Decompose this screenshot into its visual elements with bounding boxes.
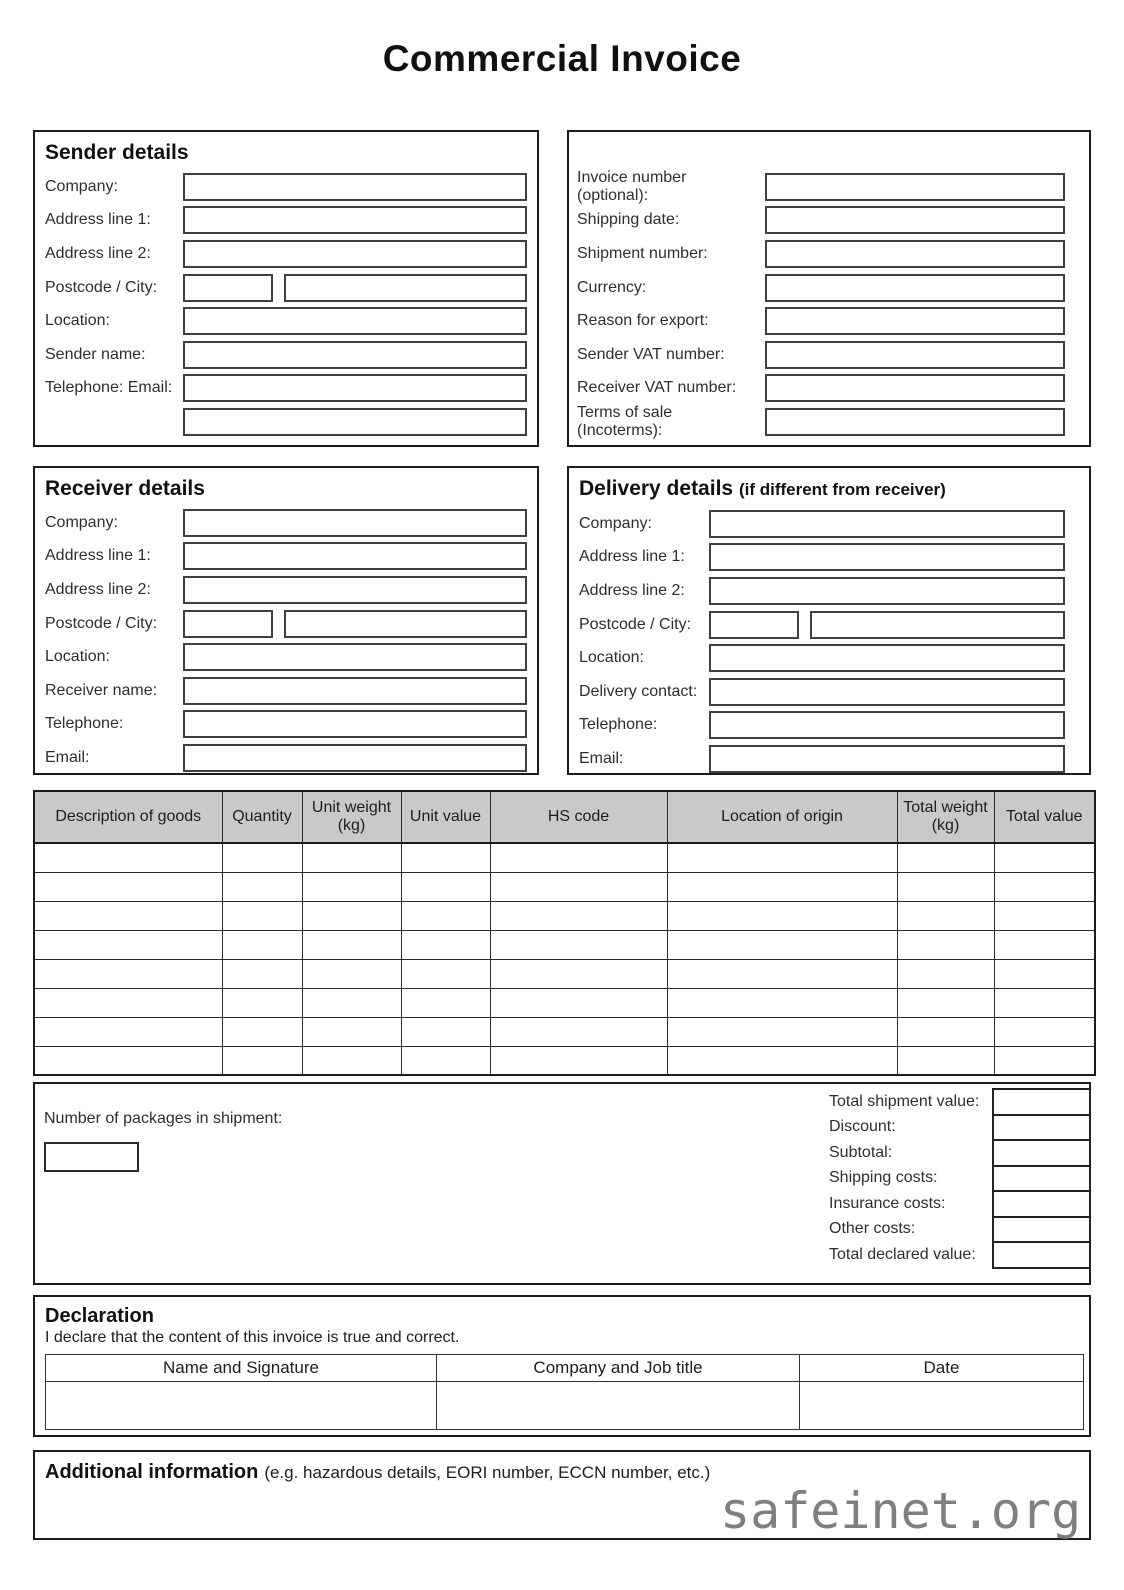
sender-field-row <box>45 237 527 271</box>
delivery-delivery-contact-input[interactable] <box>709 678 1065 706</box>
shipment-currency-input[interactable] <box>765 274 1065 302</box>
sender-company-input[interactable] <box>183 173 527 201</box>
shipment-field-label: Invoice number (optional): <box>577 168 687 204</box>
goods-cell[interactable] <box>222 901 302 930</box>
sender-location-input[interactable] <box>183 307 527 335</box>
receiver-address-line-1-input[interactable] <box>183 542 527 570</box>
goods-cell[interactable] <box>897 1017 994 1046</box>
goods-cell[interactable] <box>34 872 222 901</box>
goods-cell[interactable] <box>490 1046 667 1075</box>
receiver-field-row <box>45 573 527 607</box>
declaration-heading: Declaration <box>45 1305 154 1327</box>
receiver-field-row <box>45 607 527 641</box>
delivery-field-label: Postcode / City: <box>579 615 692 633</box>
goods-cell[interactable] <box>667 1017 897 1046</box>
goods-cell[interactable] <box>897 872 994 901</box>
goods-cell[interactable] <box>897 930 994 959</box>
receiver-field-label: Company: <box>45 513 118 531</box>
goods-cell[interactable] <box>994 1046 1095 1075</box>
additional-information-heading: Additional information <box>45 1461 259 1483</box>
goods-cell[interactable] <box>897 959 994 988</box>
goods-cell[interactable] <box>302 1017 401 1046</box>
goods-cell[interactable] <box>401 901 490 930</box>
goods-cell[interactable] <box>490 843 667 872</box>
receiver-address-line-2-input[interactable] <box>183 576 527 604</box>
sender-field-row <box>45 204 527 238</box>
sender-address-line-2-input[interactable] <box>183 240 527 268</box>
sender-field-row <box>45 372 527 406</box>
shipment-field-row <box>577 405 1065 439</box>
goods-col-quantity: Quantity <box>222 791 302 843</box>
delivery-address-line-2-input[interactable] <box>709 577 1065 605</box>
receiver-postcode-city-input-2[interactable] <box>284 610 527 638</box>
goods-cell[interactable] <box>34 1046 222 1075</box>
receiver-field-row <box>45 506 527 540</box>
goods-cell[interactable] <box>302 988 401 1017</box>
goods-cell[interactable] <box>222 872 302 901</box>
total-shipment-value-label: Total shipment value: <box>829 1092 980 1110</box>
delivery-fields <box>579 507 1065 776</box>
sender-field-label: Address line 2: <box>45 244 151 262</box>
goods-cell[interactable] <box>897 901 994 930</box>
totals-row <box>829 1115 1090 1141</box>
discount-label: Discount: <box>829 1118 896 1136</box>
shipment-top-spacer <box>577 140 1065 170</box>
other-costs-label: Other costs: <box>829 1220 916 1238</box>
sender-field-label: Postcode / City: <box>45 278 158 296</box>
delivery-telephone-input[interactable] <box>709 711 1065 739</box>
delivery-field-row <box>579 541 1065 575</box>
goods-cell[interactable] <box>994 872 1095 901</box>
shipping-costs-input[interactable] <box>993 1166 1090 1192</box>
goods-cell[interactable] <box>490 1017 667 1046</box>
goods-cell[interactable] <box>490 901 667 930</box>
goods-cell[interactable] <box>222 843 302 872</box>
goods-cell[interactable] <box>667 959 897 988</box>
receiver-field-label: Address line 2: <box>45 580 151 598</box>
shipment-shipping-date-input[interactable] <box>765 206 1065 234</box>
subtotal-label: Subtotal: <box>829 1143 893 1161</box>
receiver-field-label: Postcode / City: <box>45 614 158 632</box>
shipment-field-label: Shipping date: <box>577 211 680 229</box>
goods-cell[interactable] <box>994 1017 1095 1046</box>
receiver-details-section <box>33 466 539 775</box>
totals-row <box>829 1242 1090 1268</box>
totals-row <box>829 1140 1090 1166</box>
goods-cell[interactable] <box>897 843 994 872</box>
delivery-field-row <box>579 742 1065 776</box>
goods-row <box>34 901 1095 930</box>
goods-cell[interactable] <box>222 1046 302 1075</box>
receiver-fields <box>45 506 527 775</box>
receiver-field-row <box>45 540 527 574</box>
sender-field-label: Address line 1: <box>45 211 151 229</box>
declaration-table <box>45 1354 1084 1430</box>
goods-cell[interactable] <box>302 872 401 901</box>
declaration-statement: I declare that the content of this invoice is true and correct. <box>45 1329 460 1346</box>
shipment-field-label: Sender VAT number: <box>577 345 725 363</box>
goods-cell[interactable] <box>302 930 401 959</box>
goods-cell[interactable] <box>667 988 897 1017</box>
goods-cell[interactable] <box>302 1046 401 1075</box>
goods-cell[interactable] <box>994 930 1095 959</box>
goods-cell[interactable] <box>897 1046 994 1075</box>
goods-row <box>34 959 1095 988</box>
goods-cell[interactable] <box>994 901 1095 930</box>
goods-col-description-of-goods: Description of goods <box>34 791 222 843</box>
goods-cell[interactable] <box>401 872 490 901</box>
delivery-field-label: Email: <box>579 749 624 767</box>
goods-col-hs-code: HS code <box>490 791 667 843</box>
shipment-field-label: Terms of sale (Incoterms): <box>577 403 673 439</box>
goods-cell[interactable] <box>34 1017 222 1046</box>
sender-address-line-1-input[interactable] <box>183 206 527 234</box>
delivery-company-input[interactable] <box>709 510 1065 538</box>
goods-cell[interactable] <box>490 959 667 988</box>
shipment-fields <box>577 170 1065 439</box>
goods-cell[interactable] <box>222 930 302 959</box>
shipment-field-row <box>577 170 1065 204</box>
shipment-invoice-number-optional-input[interactable] <box>765 173 1065 201</box>
goods-col-location-of-origin: Location of origin <box>667 791 897 843</box>
delivery-field-row <box>579 709 1065 743</box>
receiver-field-row <box>45 741 527 775</box>
receiver-details-heading: Receiver details <box>45 477 205 500</box>
sender-field-label: Company: <box>45 177 118 195</box>
delivery-field-row <box>579 507 1065 541</box>
goods-cell[interactable] <box>34 843 222 872</box>
sender-field-row <box>45 338 527 372</box>
delivery-heading-note: (if different from receiver) <box>738 480 946 499</box>
sender-field-row <box>45 405 527 439</box>
totals-row <box>829 1089 1090 1115</box>
receiver-field-row <box>45 674 527 708</box>
goods-row <box>34 872 1095 901</box>
goods-cell[interactable] <box>401 959 490 988</box>
goods-cell[interactable] <box>667 930 897 959</box>
receiver-field-label: Address line 1: <box>45 547 151 565</box>
sender-field-label: Telephone: Email: <box>45 379 173 397</box>
goods-cell[interactable] <box>401 1017 490 1046</box>
shipment-field-label: Receiver VAT number: <box>577 379 737 397</box>
receiver-telephone-input[interactable] <box>183 710 527 738</box>
sender-fields <box>45 170 527 439</box>
goods-col-unit-weight-kg: Unit weight (kg) <box>302 791 401 843</box>
additional-information-note: (e.g. hazardous details, EORI number, ECCN number, etc.) <box>264 1463 711 1482</box>
shipment-receiver-vat-number-input[interactable] <box>765 374 1065 402</box>
goods-table-body <box>34 843 1095 1075</box>
shipment-field-row <box>577 271 1065 305</box>
date-cell[interactable] <box>800 1382 1084 1430</box>
name-and-signature-cell[interactable] <box>46 1382 437 1430</box>
goods-cell[interactable] <box>401 843 490 872</box>
goods-row <box>34 1046 1095 1075</box>
watermark: safeinet.org <box>720 1482 1082 1540</box>
goods-cell[interactable] <box>302 843 401 872</box>
declaration-col-name-and-signature: Name and Signature <box>46 1355 437 1382</box>
goods-cell[interactable] <box>490 988 667 1017</box>
goods-cell[interactable] <box>401 1046 490 1075</box>
sender-field-label: Sender name: <box>45 345 146 363</box>
goods-cell[interactable] <box>490 872 667 901</box>
sender-extra-input[interactable] <box>183 408 527 436</box>
delivery-field-row <box>579 675 1065 709</box>
delivery-heading-text: Delivery details <box>579 477 734 500</box>
page-title: Commercial Invoice <box>382 38 742 79</box>
receiver-location-input[interactable] <box>183 643 527 671</box>
packages-count-input[interactable] <box>44 1142 139 1172</box>
goods-header-row <box>34 791 1095 843</box>
shipment-field-label: Reason for export: <box>577 312 709 330</box>
sender-field-label: Location: <box>45 312 110 330</box>
receiver-postcode-city-input[interactable] <box>183 610 273 638</box>
goods-cell[interactable] <box>302 959 401 988</box>
shipment-reason-for-export-input[interactable] <box>765 307 1065 335</box>
goods-cell[interactable] <box>994 843 1095 872</box>
delivery-postcode-city-input-2[interactable] <box>810 611 1065 639</box>
goods-row <box>34 843 1095 872</box>
declaration-table-header <box>46 1355 1084 1382</box>
total-declared-value-input[interactable] <box>993 1242 1090 1268</box>
sender-postcode-city-input[interactable] <box>183 274 273 302</box>
totals-row <box>829 1166 1090 1192</box>
totals-row <box>829 1217 1090 1243</box>
delivery-field-label: Location: <box>579 649 644 667</box>
goods-cell[interactable] <box>222 1017 302 1046</box>
shipment-field-row <box>577 204 1065 238</box>
receiver-field-row <box>45 708 527 742</box>
sender-details-section <box>33 130 539 447</box>
packages-count-label: Number of packages in shipment: <box>44 1110 283 1127</box>
receiver-field-label: Receiver name: <box>45 681 158 699</box>
goods-cell[interactable] <box>667 872 897 901</box>
delivery-location-input[interactable] <box>709 644 1065 672</box>
packages-totals-section <box>33 1082 1091 1285</box>
goods-cell[interactable] <box>897 988 994 1017</box>
goods-cell[interactable] <box>302 901 401 930</box>
goods-cell[interactable] <box>222 988 302 1017</box>
shipment-field-label: Currency: <box>577 278 647 296</box>
company-and-job-title-cell[interactable] <box>437 1382 800 1430</box>
goods-table <box>33 790 1096 1076</box>
receiver-field-label: Email: <box>45 748 90 766</box>
delivery-field-label: Address line 1: <box>579 548 685 566</box>
delivery-field-row <box>579 641 1065 675</box>
totals-table <box>829 1088 1091 1269</box>
goods-cell[interactable] <box>34 930 222 959</box>
declaration-section <box>33 1295 1091 1437</box>
goods-row <box>34 988 1095 1017</box>
delivery-field-label: Telephone: <box>579 716 658 734</box>
sender-details-heading: Sender details <box>45 141 189 164</box>
delivery-field-label: Company: <box>579 514 652 532</box>
declaration-table-body <box>46 1382 1084 1430</box>
declaration-col-company-and-job-title: Company and Job title <box>437 1355 800 1382</box>
shipment-field-row <box>577 304 1065 338</box>
sender-postcode-city-input-2[interactable] <box>284 274 527 302</box>
shipment-field-row <box>577 338 1065 372</box>
goods-cell[interactable] <box>667 843 897 872</box>
delivery-field-label: Address line 2: <box>579 581 685 599</box>
receiver-field-label: Telephone: <box>45 715 124 733</box>
goods-cell[interactable] <box>667 1046 897 1075</box>
goods-cell[interactable] <box>401 988 490 1017</box>
subtotal-input[interactable] <box>993 1140 1090 1166</box>
goods-col-total-weight-kg: Total weight (kg) <box>897 791 994 843</box>
sender-telephone-email-input[interactable] <box>183 374 527 402</box>
discount-input[interactable] <box>993 1115 1090 1141</box>
goods-cell[interactable] <box>34 988 222 1017</box>
sender-field-row <box>45 304 527 338</box>
other-costs-input[interactable] <box>993 1217 1090 1243</box>
goods-row <box>34 930 1095 959</box>
insurance-costs-label: Insurance costs: <box>829 1194 946 1212</box>
total-shipment-value-input[interactable] <box>993 1089 1090 1115</box>
shipment-sender-vat-number-input[interactable] <box>765 341 1065 369</box>
total-declared-value-label: Total declared value: <box>829 1245 976 1263</box>
delivery-postcode-city-input[interactable] <box>709 611 799 639</box>
receiver-email-input[interactable] <box>183 744 527 772</box>
goods-cell[interactable] <box>401 930 490 959</box>
delivery-details-section <box>567 466 1091 775</box>
declaration-col-date: Date <box>800 1355 1084 1382</box>
shipment-field-label: Shipment number: <box>577 244 708 262</box>
goods-cell[interactable] <box>222 959 302 988</box>
sender-sender-name-input[interactable] <box>183 341 527 369</box>
insurance-costs-input[interactable] <box>993 1191 1090 1217</box>
receiver-field-row <box>45 640 527 674</box>
shipment-details-section <box>567 130 1091 447</box>
goods-cell[interactable] <box>34 901 222 930</box>
delivery-email-input[interactable] <box>709 745 1065 773</box>
goods-row <box>34 1017 1095 1046</box>
receiver-receiver-name-input[interactable] <box>183 677 527 705</box>
shipment-shipment-number-input[interactable] <box>765 240 1065 268</box>
goods-cell[interactable] <box>994 988 1095 1017</box>
goods-table-header <box>34 791 1095 843</box>
shipment-field-row <box>577 372 1065 406</box>
goods-cell[interactable] <box>667 901 897 930</box>
delivery-address-line-1-input[interactable] <box>709 543 1065 571</box>
delivery-field-row <box>579 574 1065 608</box>
goods-cell[interactable] <box>34 959 222 988</box>
goods-col-unit-value: Unit value <box>401 791 490 843</box>
goods-col-total-value: Total value <box>994 791 1095 843</box>
declaration-header-row <box>46 1355 1084 1382</box>
goods-cell[interactable] <box>994 959 1095 988</box>
receiver-company-input[interactable] <box>183 509 527 537</box>
shipment-terms-of-sale-incoterms-input[interactable] <box>765 408 1065 436</box>
delivery-field-label: Delivery contact: <box>579 682 698 700</box>
goods-cell[interactable] <box>490 930 667 959</box>
totals-row <box>829 1191 1090 1217</box>
shipping-costs-label: Shipping costs: <box>829 1169 938 1187</box>
delivery-field-row <box>579 608 1065 642</box>
delivery-details-heading <box>579 476 1065 503</box>
sender-field-row <box>45 271 527 305</box>
declaration-body-row <box>46 1382 1084 1430</box>
receiver-field-label: Location: <box>45 648 110 666</box>
sender-field-row <box>45 170 527 204</box>
shipment-field-row <box>577 237 1065 271</box>
